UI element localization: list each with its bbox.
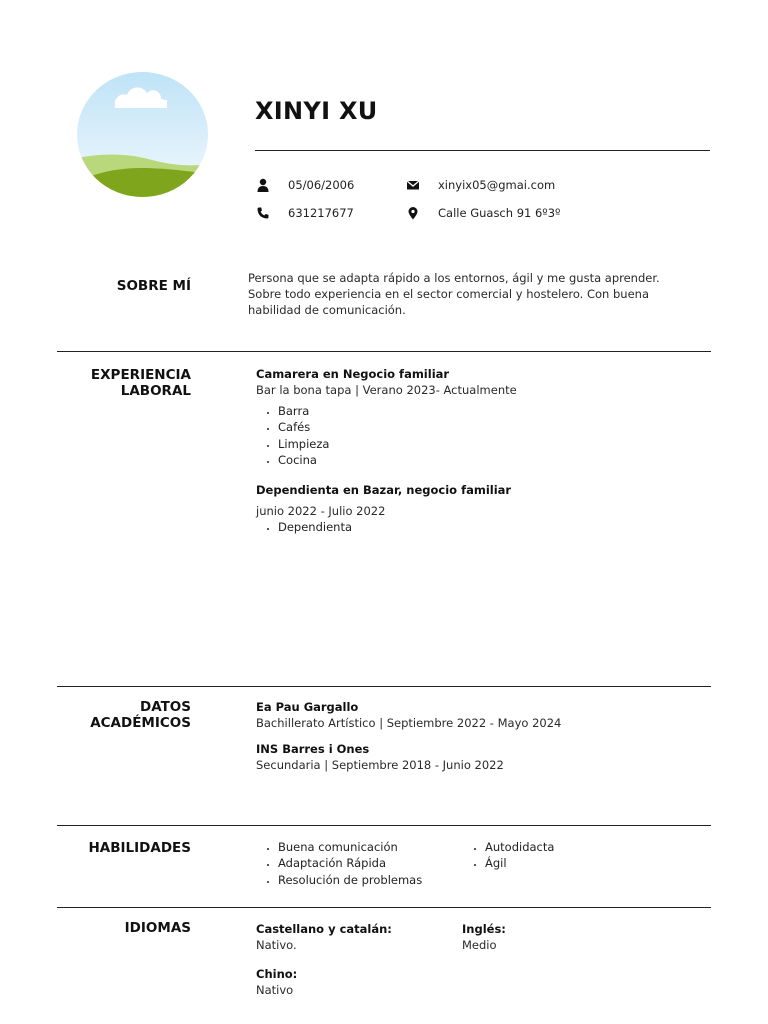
email-link[interactable]: xinyix05@gmai.com <box>438 178 556 192</box>
job-tasks <box>256 519 696 535</box>
experience-title <box>31 367 191 399</box>
about-title: SOBRE MÍ <box>116 278 191 294</box>
job-tasks <box>256 403 696 469</box>
about-line: Persona que se adapta rápido a los entornos, ágil y me gusta aprender. <box>248 271 660 285</box>
email-row <box>406 178 555 192</box>
header-divider <box>255 150 710 151</box>
phone-text: 631217677 <box>288 206 354 220</box>
skills-list <box>463 839 554 872</box>
envelope-icon <box>406 178 420 192</box>
skill-item: • Adaptación Rápida <box>278 855 422 871</box>
section-divider <box>57 351 711 352</box>
language-entry <box>462 921 506 953</box>
job-task: • Barra <box>278 403 696 419</box>
section-divider <box>57 825 711 826</box>
landscape-avatar-icon <box>77 72 208 197</box>
about-line: habilidad de comunicación. <box>248 303 406 317</box>
phone-icon <box>256 206 270 220</box>
skill-item: • Autodidacta <box>485 839 554 855</box>
job-role: Dependienta en Bazar, negocio familiar <box>256 483 512 497</box>
avatar <box>77 72 208 197</box>
education-title-line: DATOS <box>139 699 191 715</box>
education-entry <box>256 699 696 731</box>
job-task: • Limpieza <box>278 436 696 452</box>
language-name: Castellano y catalán: <box>256 922 392 936</box>
job-task: • Cocina <box>278 452 696 468</box>
job-meta: Bar la bona tapa | Verano 2023- Actualmente <box>256 383 517 397</box>
person-icon <box>256 178 270 192</box>
language-name: Inglés: <box>462 922 506 936</box>
candidate-name: XINYI XU <box>255 97 378 125</box>
job-meta: junio 2022 - Julio 2022 <box>256 504 386 518</box>
education-title <box>31 699 191 731</box>
skill-item: • Ágil <box>485 855 554 871</box>
birthdate-row <box>256 178 354 192</box>
languages-title: IDIOMAS <box>124 920 191 936</box>
address-text: Calle Guasch 91 6º3º <box>438 206 561 220</box>
section-divider <box>57 686 711 687</box>
school-name: INS Barres i Ones <box>256 742 370 756</box>
language-name: Chino: <box>256 967 298 981</box>
about-text <box>248 270 698 318</box>
experience-title-line: EXPERIENCIA <box>90 367 191 383</box>
address-row <box>406 206 560 220</box>
job-task: • Cafés <box>278 419 696 435</box>
skills-list <box>256 839 422 888</box>
skill-item: • Buena comunicación <box>278 839 422 855</box>
section-divider <box>57 907 711 908</box>
education-entry <box>256 741 696 773</box>
language-entry <box>256 966 297 998</box>
school-name: Ea Pau Gargallo <box>256 700 359 714</box>
experience-title-line: LABORAL <box>120 383 191 399</box>
job-entry <box>256 482 696 535</box>
skills-title: HABILIDADES <box>88 840 191 856</box>
language-level: Nativo. <box>256 938 297 952</box>
birthdate-text: 05/06/2006 <box>288 178 355 192</box>
map-pin-icon <box>406 206 420 220</box>
language-level: Medio <box>462 938 497 952</box>
job-task: • Dependienta <box>278 519 696 535</box>
job-role: Camarera en Negocio familiar <box>256 367 450 381</box>
phone-row <box>256 206 354 220</box>
language-level: Nativo <box>256 983 294 997</box>
school-detail: Secundaria | Septiembre 2018 - Junio 2022 <box>256 758 504 772</box>
language-entry <box>256 921 392 953</box>
school-detail: Bachillerato Artístico | Septiembre 2022 - Mayo 2024 <box>256 716 562 730</box>
skill-item: • Resolución de problemas <box>278 872 422 888</box>
job-entry <box>256 366 696 469</box>
about-line: Sobre todo experiencia en el sector comercial y hostelero. Con buena <box>248 287 649 301</box>
education-title-line: ACADÉMICOS <box>90 715 191 731</box>
